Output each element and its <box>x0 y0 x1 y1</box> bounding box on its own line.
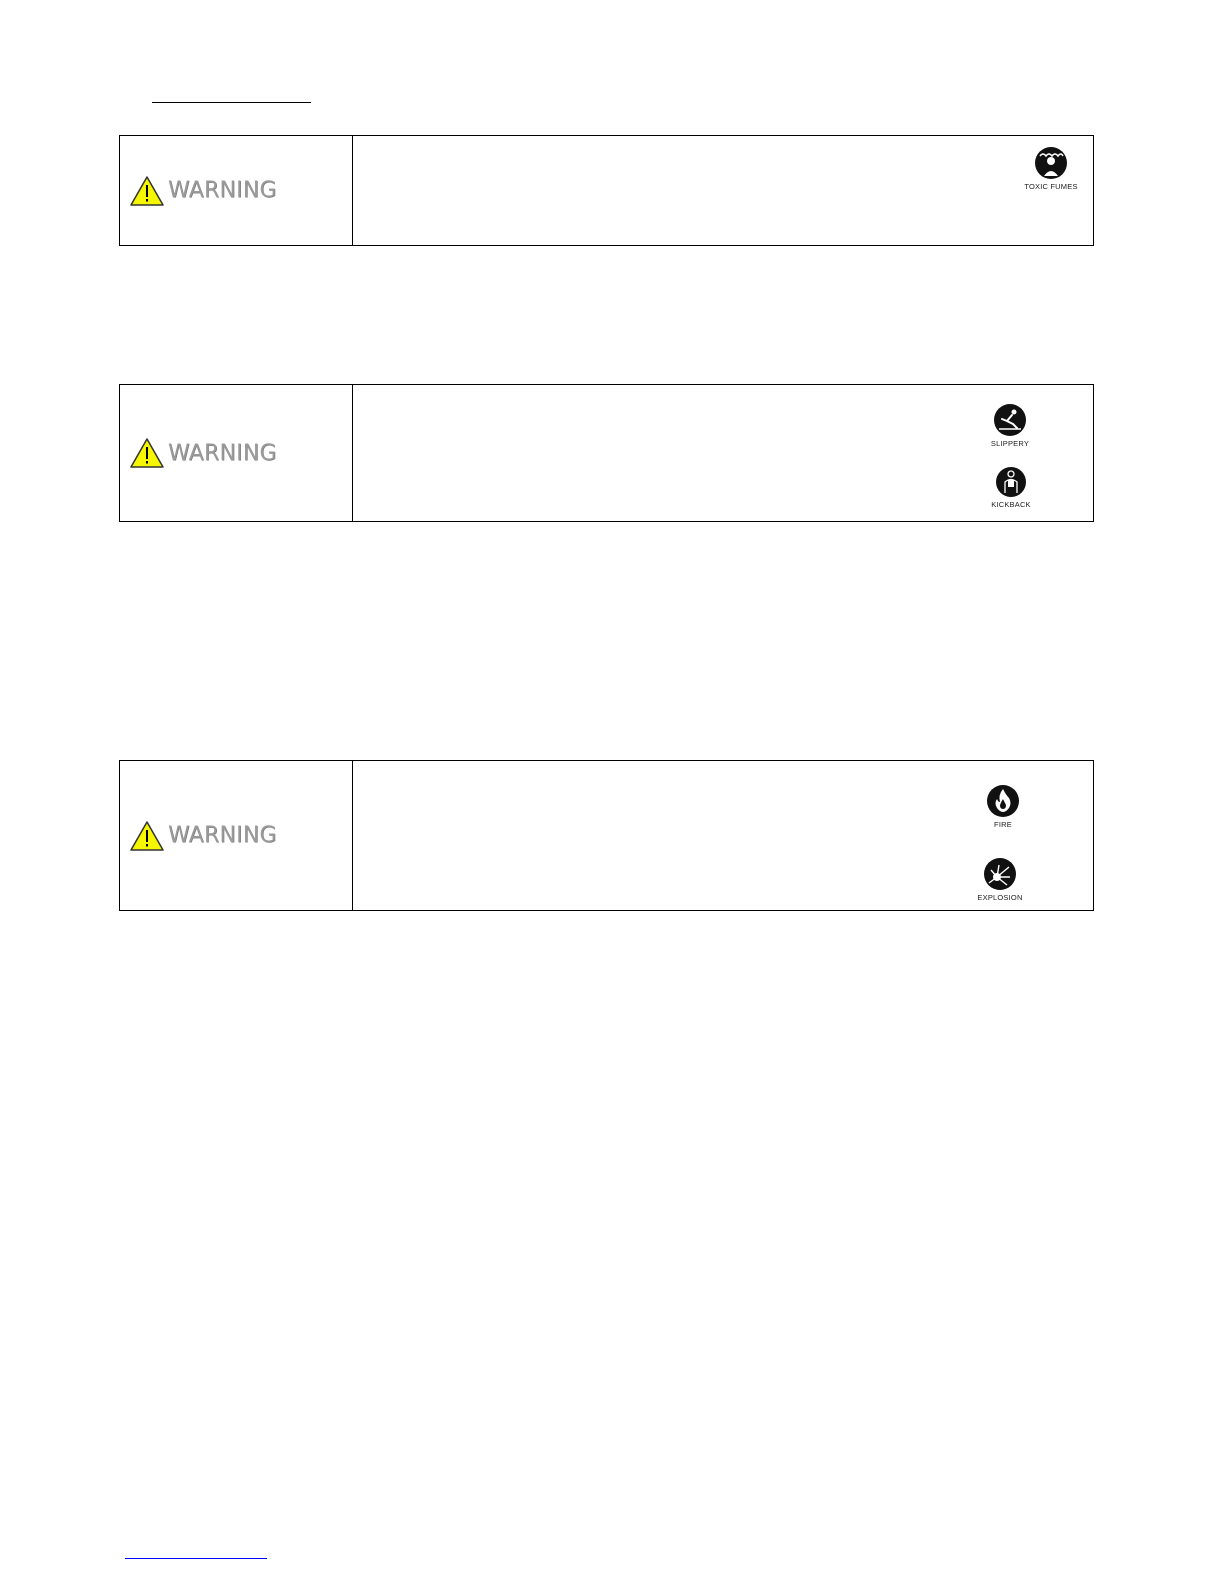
footnote-link-underline <box>125 1558 267 1559</box>
pictogram <box>968 784 1038 829</box>
warning-content-cell <box>353 136 1093 245</box>
alert-triangle-icon <box>129 437 165 469</box>
pictogram <box>1016 146 1086 191</box>
signal-word <box>129 820 277 852</box>
pictogram-label: EXPLOSION <box>977 893 1023 902</box>
fire-icon <box>986 784 1020 818</box>
warning-content-cell <box>353 385 1093 521</box>
pictogram-label: KICKBACK <box>991 500 1031 509</box>
heading-underline <box>152 102 311 103</box>
pictogram <box>975 403 1045 448</box>
signal-word-text: WARNING <box>168 440 277 466</box>
alert-triangle-icon <box>129 820 165 852</box>
signal-word-cell <box>120 385 353 521</box>
alert-triangle-icon <box>129 175 165 207</box>
signal-word-cell <box>120 136 353 245</box>
pictogram <box>976 466 1046 509</box>
signal-word <box>129 437 277 469</box>
slippery-icon <box>993 403 1027 437</box>
pictogram <box>965 857 1035 902</box>
warning-content-cell <box>353 761 1093 910</box>
signal-word-text: WARNING <box>168 823 277 848</box>
signal-word-text: WARNING <box>168 178 277 203</box>
signal-word-cell <box>120 761 353 910</box>
warning-box <box>119 135 1094 246</box>
warning-box <box>119 760 1094 911</box>
signal-word <box>129 175 277 207</box>
pictogram-label: FIRE <box>994 820 1012 829</box>
pictogram-label: SLIPPERY <box>990 439 1030 448</box>
kickback-icon <box>995 466 1027 498</box>
explosion-icon <box>983 857 1017 891</box>
pictogram-label: TOXIC FUMES <box>1024 182 1078 191</box>
toxic-fumes-icon <box>1034 146 1068 180</box>
warning-box <box>119 384 1094 522</box>
